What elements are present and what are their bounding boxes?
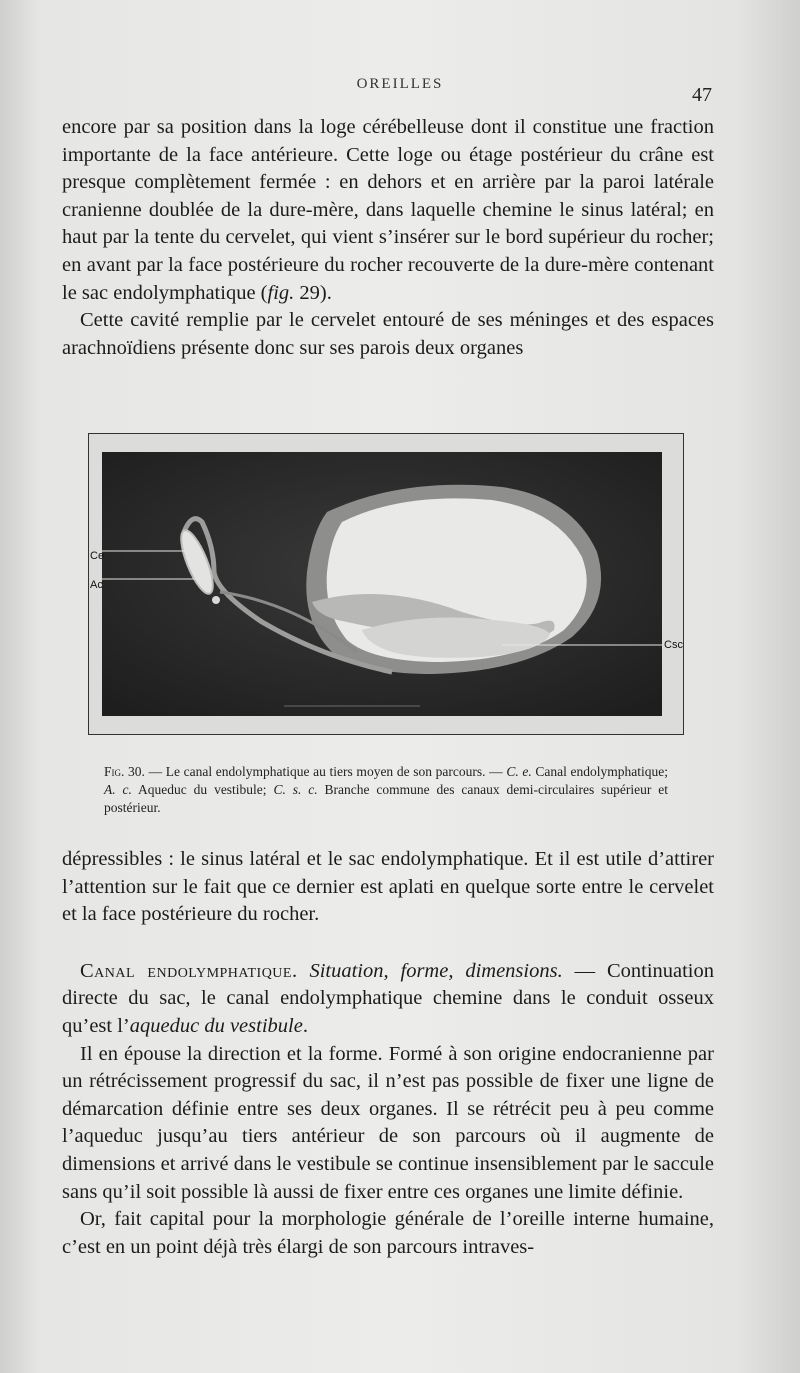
paragraph-6: Or, fait capital pour la morphologie générale de l’oreille interne humaine, c’est en un point déjà très élargi de son parcours intraves- — [62, 1208, 714, 1258]
page-number: 47 — [692, 84, 712, 106]
caption-ce-abbr: C. e. — [506, 764, 532, 779]
paragraph-4 — [62, 958, 714, 1041]
caption-ac-abbr: A. c. — [104, 782, 132, 797]
paragraph-4-text: — Continuation directe du sac, le canal endolymphatique chemine dans le conduit osseux qu’est l’ — [62, 959, 715, 1037]
caption-ac-text: Aqueduc du vestibule; — [131, 782, 274, 797]
paragraph-2: Cette cavité remplie par le cervelet entouré de ses méninges et des espaces arachnoïdiens présente donc sur ses parois deux organes — [62, 309, 714, 359]
aqueduct-term: aqueduc du vestibule — [129, 1014, 303, 1037]
lower-text-block — [62, 846, 714, 1261]
caption-text: — Le canal endolymphatique au tiers moyen de son parcours. — — [144, 764, 507, 779]
micrograph-plate — [102, 452, 662, 716]
figure-caption — [104, 763, 668, 817]
upper-text-block — [62, 114, 714, 362]
label-ce: Ce — [90, 550, 105, 562]
caption-csc-text: Branche commune des canaux demi-circulaires supérieur et postérieur. — [104, 782, 668, 815]
caption-csc-abbr: C. s. c. — [273, 782, 318, 797]
caption-ce-text: Canal endolymphatique; — [531, 764, 668, 779]
paragraph-1-text: encore par sa position dans la loge cérébelleuse dont il constitue une fraction importante de la face antérieure. Cette loge ou étage postérieur du crâne est presque complètement fermée : en dehors et en arrière par la paroi latérale cranienne doublée de la dure-mère, dans laquelle chemine le sinus latéral; en haut par la tente du cervelet, qui vient s’insérer sur le bord supérieur du rocher; en avant par la face postérieure du rocher recouverte de la dure-mère contenant le sac endolymphatique ( — [62, 116, 714, 304]
paragraph-3: dépressibles : le sinus latéral et le sac endolymphatique. Et il est utile d’attirer l’attention sur le fait que ce dernier est aplati en quelque sorte entre le cervelet et la face postérieure du rocher. — [62, 848, 714, 926]
label-ac: Ac — [90, 579, 103, 591]
paragraph-1 — [62, 114, 714, 307]
section-subheading: Situation, forme, dimensions. — [309, 959, 563, 982]
figure-reference: fig. — [267, 281, 295, 304]
label-csc: Csc — [664, 639, 683, 651]
section-heading: Canal endolymphatique. — [80, 959, 298, 982]
paragraph-5: Il en épouse la direction et la forme. Formé à son origine endocranienne par un rétrécissement progressif du sac, il n’est pas possible de fixer une ligne de démarcation définie entre ses deux organes. Il se rétrécit peu à peu comme l’aqueduc jusqu’au tiers antérieur de son parcours où il augmente de dimensions et arrivé dans le vestibule se continue insensiblement par le saccule sans qu’il soit possible là aussi de fixer entre ces organes une limite définie. — [62, 1042, 714, 1203]
running-title: OREILLES — [356, 76, 444, 92]
micrograph-image — [102, 452, 662, 716]
figure-30 — [88, 433, 684, 735]
paragraph-4-end: . — [302, 1014, 308, 1037]
paragraph-1-end: 29). — [294, 281, 332, 304]
caption-heading: Fig. 30. — [104, 764, 145, 779]
